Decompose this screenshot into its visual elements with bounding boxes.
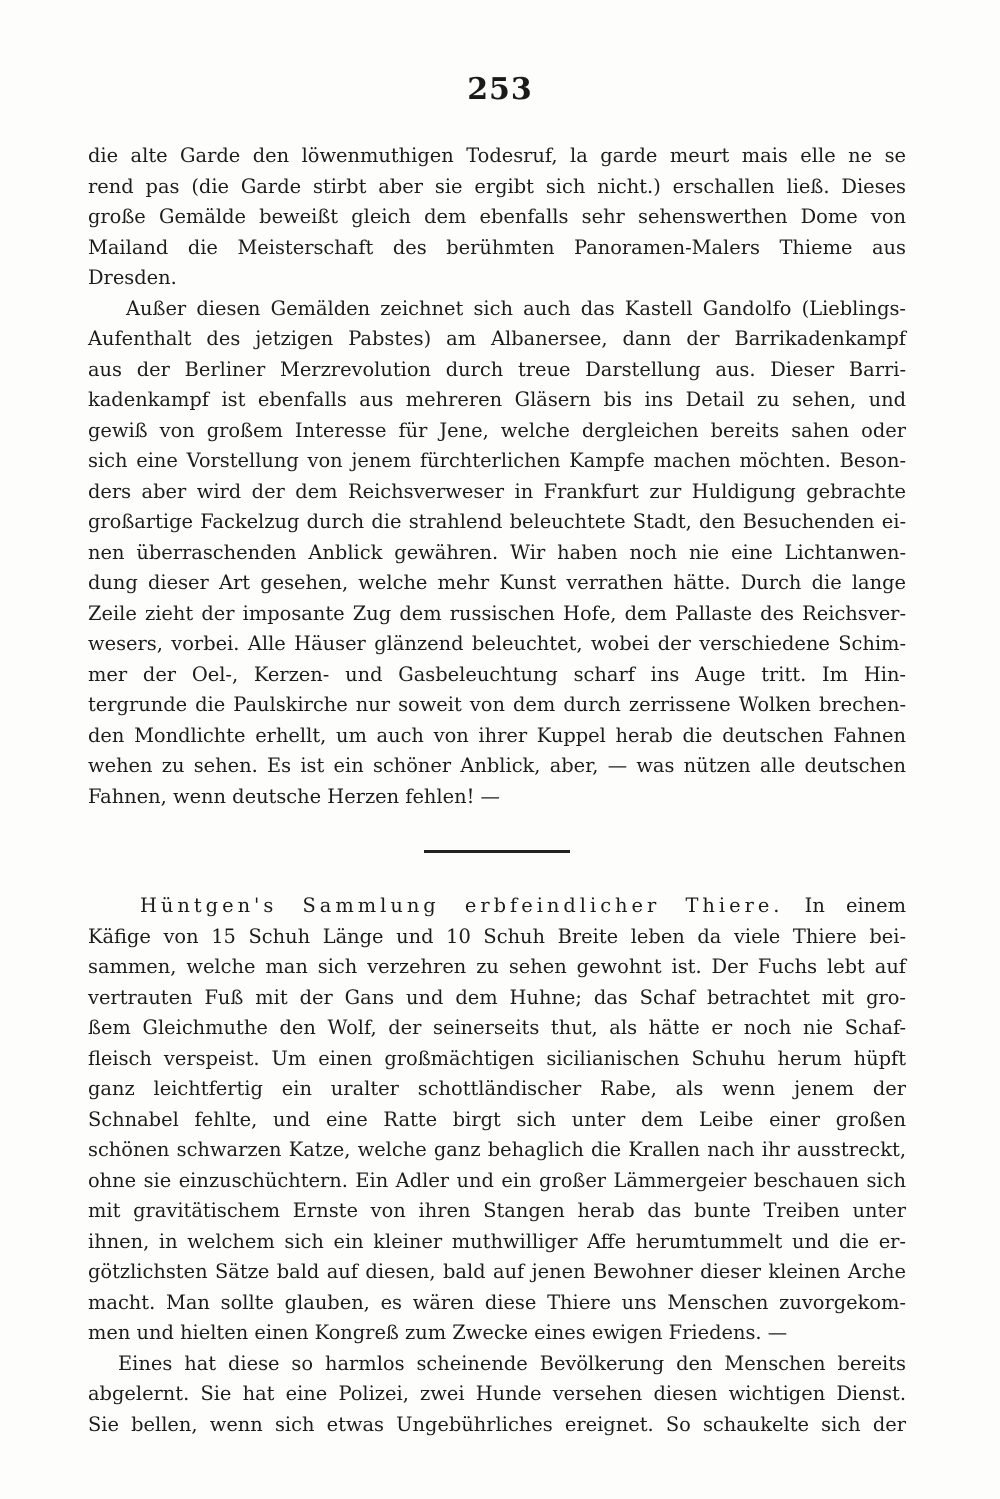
text-line: große Gemälde beweißt gleich dem ebenfalls sehr sehenswerthen Dome von [88, 205, 906, 228]
text-line: ganz leichtfertig ein uralter schottländischer Rabe, als wenn jenem der [88, 1077, 906, 1100]
text-line: Außer diesen Gemälden zeichnet sich auch das Kastell Gandolfo (Lieblings- [126, 296, 906, 320]
text-line: Zeile zieht der imposante Zug dem russischen Hofe, dem Pallaste des Reichsver- [88, 601, 906, 625]
text-line: Aufenthalt des jetzigen Pabstes) am Albanersee, dann der Barrikadenkampf [88, 327, 906, 350]
text-line: Dresden. [88, 266, 177, 289]
text-line: dung dieser Art gesehen, welche mehr Kunst verrathen hätte. Durch die lange [88, 571, 906, 594]
text-line: ihnen, in welchem sich ein kleiner muthwilliger Affe herumtummelt und die er- [88, 1229, 906, 1253]
text-line [88, 891, 906, 922]
text-line: macht. Man sollte glauben, es wären diese Thiere uns Menschen zuvorgekom- [88, 1290, 906, 1314]
section-divider [424, 850, 570, 853]
text-line: den Mondlichte erhellt, um auch von ihrer Kuppel herab die deutschen Fahnen [88, 723, 906, 747]
text-line: sammen, welche man sich verzehren zu sehen gewohnt ist. Der Fuchs lebt auf [88, 955, 906, 978]
paragraph-menagerie [88, 891, 906, 1440]
page-number: 253 [467, 72, 533, 107]
text-line: abgelernt. Sie hat eine Polizei, zwei Hunde versehen diesen wichtigen Dienst. [88, 1382, 906, 1405]
text-line: rend pas (die Garde stirbt aber sie ergibt sich nicht.) erschallen ließ. Dieses [88, 174, 906, 198]
text-line: wehen zu sehen. Es ist ein schöner Anblick, aber, — was nützen alle deutschen [88, 754, 906, 777]
text-line: Schnabel fehlte, und eine Ratte birgt sich unter dem Leibe einer großen [88, 1107, 906, 1131]
heading-line-continuation: In einem [804, 894, 907, 917]
text-line: die alte Garde den löwenmuthigen Todesruf, la garde meurt mais elle ne se [88, 144, 906, 167]
text-line: schönen schwarzen Katze, welche ganz behaglich die Krallen nach ihr ausstreckt, [88, 1138, 906, 1161]
text-line: mer der Oel-, Kerzen- und Gasbeleuchtung scharf ins Auge tritt. Im Hin- [88, 662, 906, 686]
text-line: mit gravitätischem Ernste von ihren Stangen herab das bunte Treiben unter [88, 1199, 906, 1222]
text-line: kadenkampf ist ebenfalls aus mehreren Gläsern bis ins Detail zu sehen, und [88, 388, 906, 411]
text-line: Fahnen, wenn deutsche Herzen fehlen! — [88, 784, 500, 808]
text-line: großartige Fackelzug durch die strahlend beleuchtete Stadt, den Besuchenden ei- [88, 510, 906, 533]
text-line: Mailand die Meisterschaft des berühmten Panoramen-Malers Thieme aus [88, 235, 906, 259]
paragraph-panorama [88, 141, 906, 812]
text-line: Sie bellen, wenn sich etwas Ungebührliches ereignet. So schaukelte sich der [88, 1412, 906, 1436]
text-line: Eines hat diese so harmlos scheinende Bevölkerung den Menschen bereits [118, 1351, 906, 1375]
text-line: götzlichsten Sätze bald auf diesen, bald auf jenen Bewohner dieser kleinen Arche [88, 1260, 906, 1283]
text-line: aus der Berliner Merzrevolution durch treue Darstellung aus. Dieser Barri- [88, 357, 906, 381]
text-line: fleisch verspeist. Um einen großmächtigen sicilianischen Schuhu herum hüpft [88, 1046, 906, 1070]
text-line: ohne sie einzuschüchtern. Ein Adler und ein großer Lämmergeier beschauen sich [88, 1168, 906, 1192]
text-line: men und hielten einen Kongreß zum Zwecke eines ewigen Friedens. — [88, 1321, 788, 1344]
text-line: wesers, vorbei. Alle Häuser glänzend beleuchtet, wobei der verschiedene Schim- [88, 632, 906, 655]
text-line: nen überraschenden Anblick gewähren. Wir haben noch nie eine Lichtanwen- [88, 540, 906, 564]
text-line: tergrunde die Paulskirche nur soweit von dem durch zerrissene Wolken brechen- [88, 693, 906, 716]
text-line: ders aber wird der dem Reichsverweser in Frankfurt zur Huldigung gebrachte [88, 479, 906, 503]
text-line: Käfige von 15 Schuh Länge und 10 Schuh Breite leben da viele Thiere bei- [88, 924, 906, 948]
text-line: sich eine Vorstellung von jenem fürchterlichen Kampfe machen möchten. Beson- [88, 449, 906, 472]
text-line: gewiß von großem Interesse für Jene, welche dergleichen bereits sahen oder [88, 418, 906, 442]
text-line: vertrauten Fuß mit der Gans und dem Huhne; das Schaf betrachtet mit gro- [88, 985, 906, 1009]
section-heading: Hüntgen's Sammlung erbfeindlicher Thiere. [140, 894, 784, 917]
text-line: ßem Gleichmuthe den Wolf, der seinerseits thut, als hätte er noch nie Schaf- [88, 1016, 906, 1039]
